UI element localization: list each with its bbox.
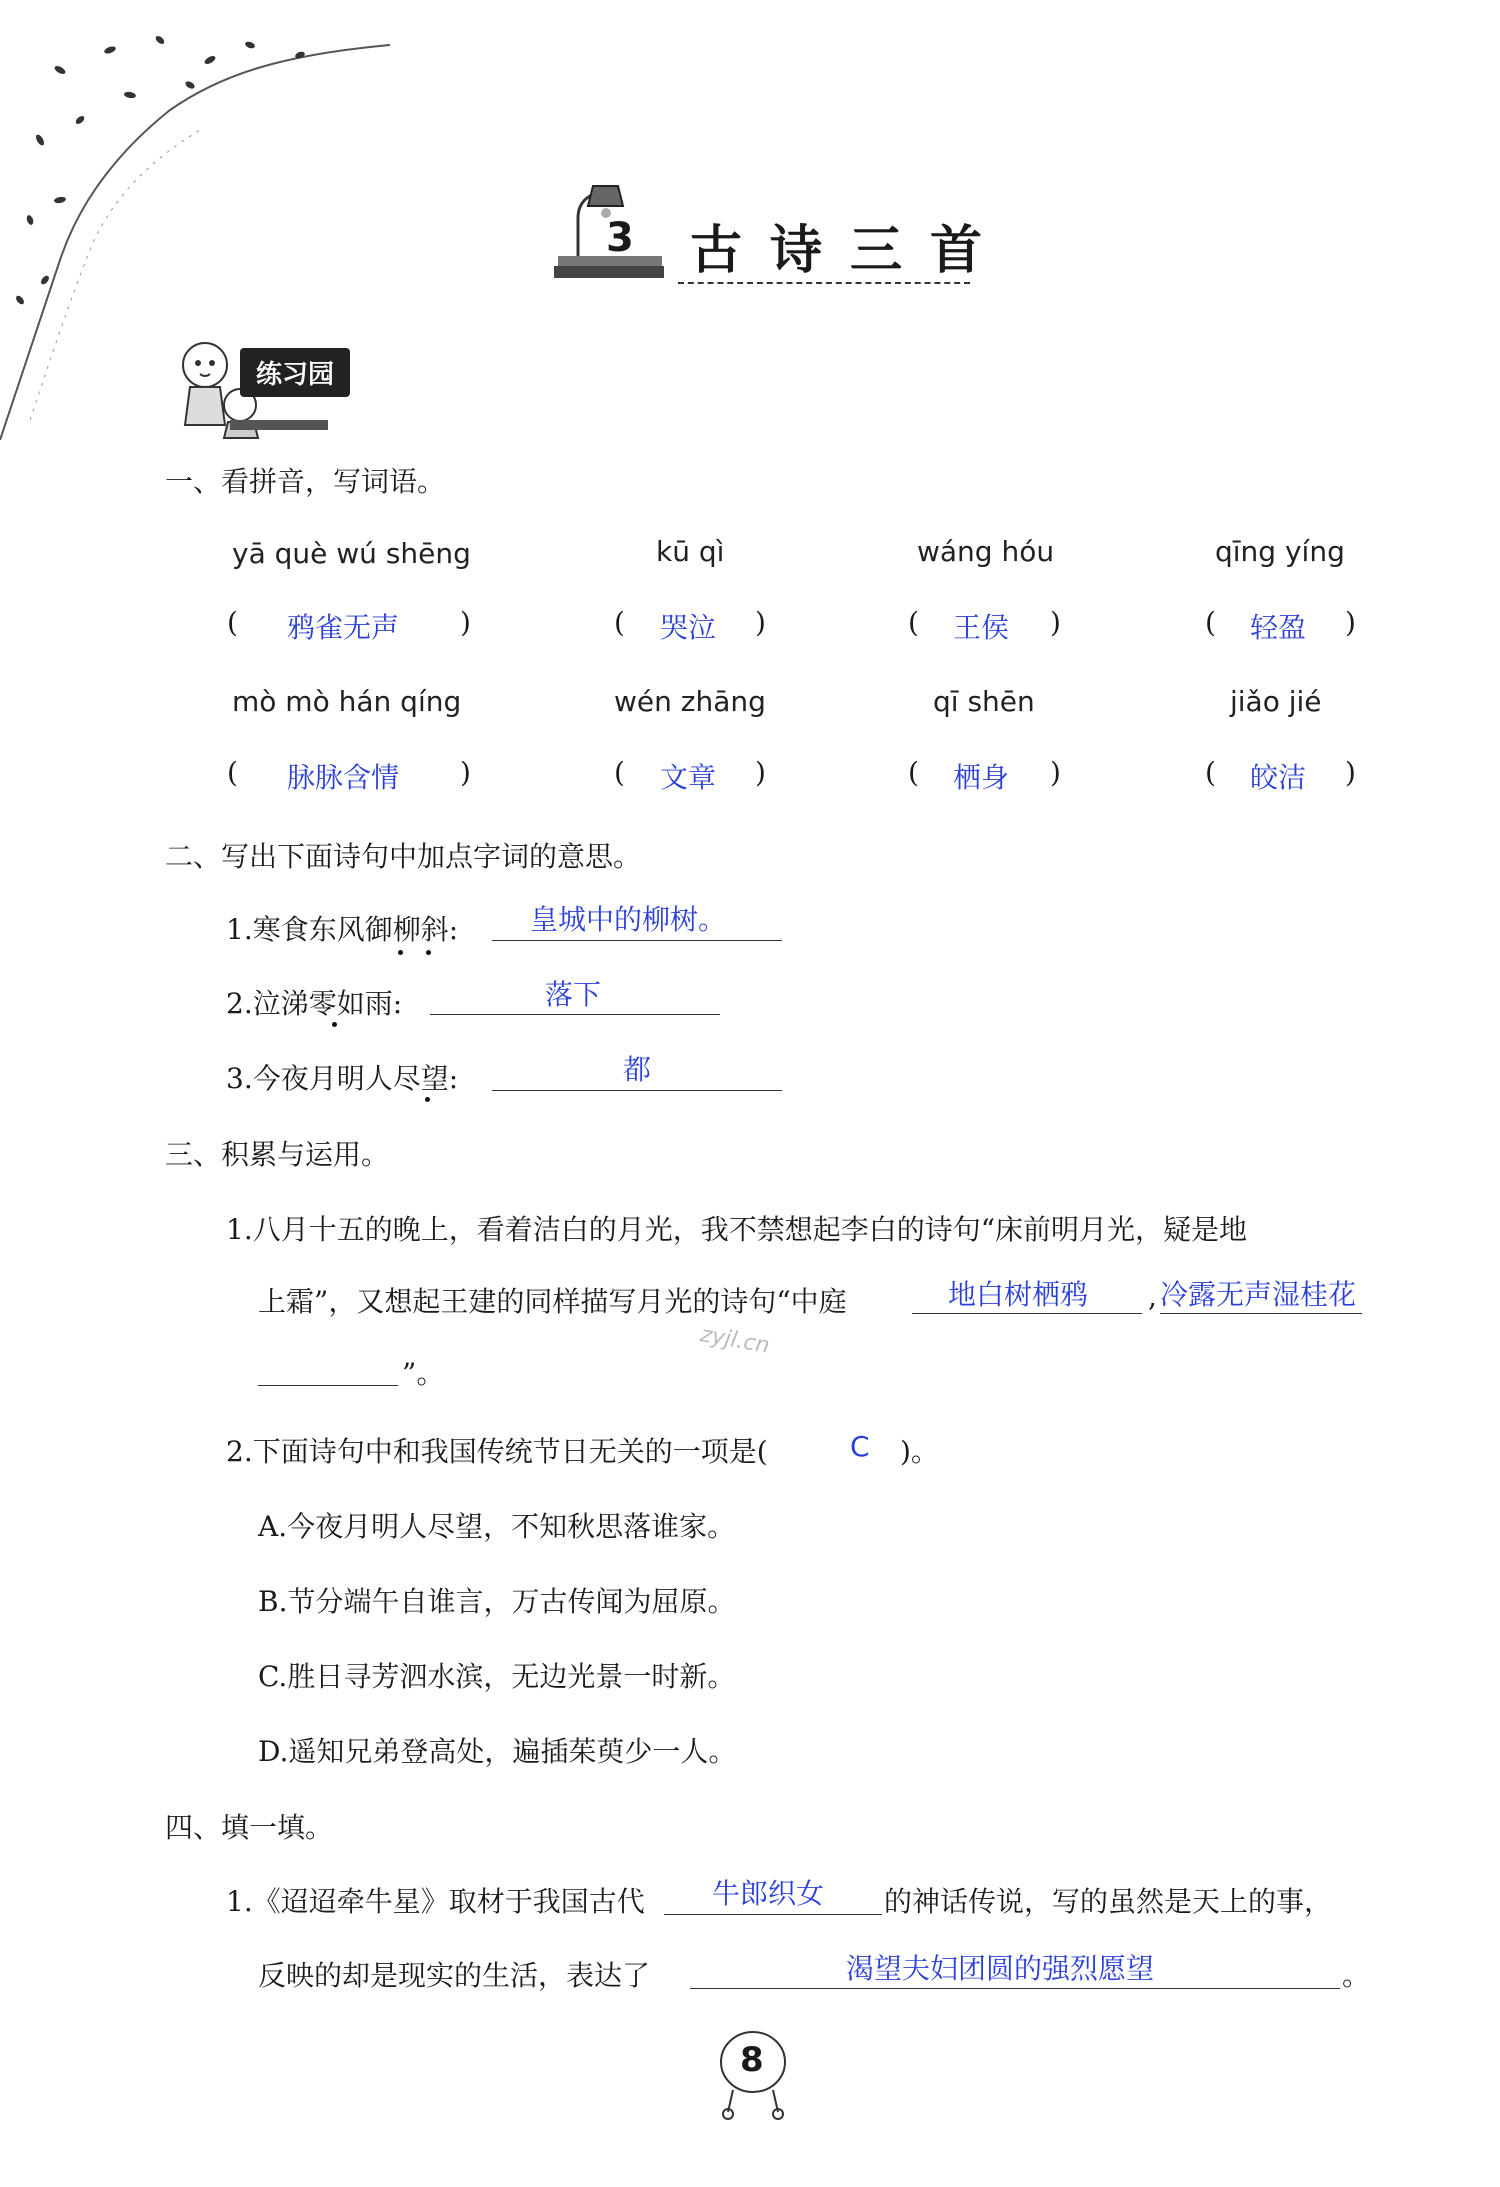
page-number: 8 (740, 2040, 764, 2080)
badge-shelf (230, 420, 328, 430)
emphasis-dot (398, 950, 403, 955)
s2-question-1: 1.寒食东风御柳斜: (226, 913, 459, 946)
pinyin-1-2: kū qì (656, 535, 725, 568)
s3-q1-comma: , (1148, 1280, 1157, 1313)
s2-blank-3 (492, 1090, 782, 1091)
s4-blank-1 (664, 1914, 882, 1915)
s2-answer-1: 皇城中的柳树。 (530, 903, 727, 936)
s4-line2-pre: 反映的却是现实的生活，表达了 (258, 1959, 651, 1992)
s2-answer-3: 都 (623, 1053, 652, 1086)
emphasis-dot (425, 1097, 430, 1102)
emphasis-dot (426, 950, 431, 955)
pinyin-2-4: jiǎo jié (1230, 685, 1322, 718)
section-3-heading: 三、积累与运用。 (165, 1138, 390, 1171)
paren-close: ) (1050, 606, 1061, 639)
section-badge: 练习园 (240, 348, 350, 397)
paren-open: ( (1205, 756, 1216, 789)
pinyin-2-3: qī shēn (933, 685, 1035, 718)
answer-2-2: 文章 (660, 761, 717, 794)
section-1-heading: 一、看拼音，写词语。 (165, 465, 446, 498)
s3-option-d: D.遥知兄弟登高处，遍插茱萸少一人。 (258, 1735, 737, 1768)
paren-close: ) (755, 756, 766, 789)
paren-close: ) (460, 756, 471, 789)
section-2-heading: 二、写出下面诗句中加点字词的意思。 (165, 840, 642, 873)
paren-open: ( (227, 756, 238, 789)
lesson-title: 古诗三首 (690, 220, 1011, 281)
s3-option-b: B.节分端午自谁言，万古传闻为屈原。 (258, 1585, 736, 1618)
s3-q1-line1: 1.八月十五的晚上，看着洁白的月光，我不禁想起李白的诗句“床前明月光，疑是地 (226, 1213, 1248, 1246)
s3-q1-end: ”。 (402, 1357, 445, 1390)
paren-open: ( (908, 606, 919, 639)
s4-line1-pre: 1.《迢迢牵牛星》取材于我国古代 (226, 1885, 645, 1918)
paren-open: ( (227, 606, 238, 639)
s3-q1-blank-3 (258, 1385, 398, 1386)
pinyin-1-3: wáng hóu (917, 535, 1055, 568)
s4-answer-1: 牛郎织女 (712, 1877, 825, 1910)
paren-close: ) (755, 606, 766, 639)
answer-1-4: 轻盈 (1250, 611, 1307, 644)
s3-q1-line2: 上霜”，又想起王建的同样描写月光的诗句“中庭 (258, 1285, 847, 1318)
paren-open: ( (1205, 606, 1216, 639)
s3-q1-answer-1: 地白树栖鸦 (948, 1278, 1089, 1311)
s3-q2-answer: C (850, 1430, 870, 1463)
s2-question-2: 2.泣涕零如雨: (226, 987, 403, 1020)
s2-question-3: 3.今夜月明人尽望: (226, 1062, 459, 1095)
answer-2-3: 栖身 (953, 761, 1010, 794)
pinyin-1-1: yā què wú shēng (232, 537, 471, 570)
answer-2-1: 脉脉含情 (287, 761, 400, 794)
emphasis-dot (332, 1022, 337, 1027)
paren-close: ) (1345, 606, 1356, 639)
answer-1-3: 王侯 (953, 611, 1010, 644)
s3-q2-end: )。 (900, 1435, 939, 1468)
s3-q1-blank-2 (1160, 1313, 1362, 1314)
s2-answer-2: 落下 (545, 978, 602, 1011)
paren-open: ( (614, 606, 625, 639)
s2-blank-2 (430, 1014, 720, 1015)
answer-1-2: 哭泣 (660, 611, 717, 644)
s3-q1-answer-2: 冷露无声湿桂花 (1160, 1278, 1357, 1311)
paren-close: ) (1345, 756, 1356, 789)
s3-option-a: A.今夜月明人尽望，不知秋思落谁家。 (258, 1510, 736, 1543)
pinyin-2-1: mò mò hán qíng (232, 685, 462, 718)
paren-open: ( (908, 756, 919, 789)
answer-2-4: 皎洁 (1250, 761, 1307, 794)
s3-option-c: C.胜日寻芳泗水滨，无边光景一时新。 (258, 1660, 736, 1693)
paren-close: ) (460, 606, 471, 639)
s3-q1-blank-1 (912, 1313, 1142, 1314)
section-4-heading: 四、填一填。 (165, 1811, 334, 1844)
s2-blank-1 (492, 940, 782, 941)
s4-line1-post: 的神话传说，写的虽然是天上的事， (884, 1885, 1333, 1918)
paren-open: ( (614, 756, 625, 789)
s4-answer-2: 渴望夫妇团圆的强烈愿望 (846, 1952, 1155, 1985)
s4-line2-end: 。 (1342, 1959, 1371, 1992)
watermark: zyjl.cn (698, 1322, 772, 1359)
paren-close: ) (1050, 756, 1061, 789)
s3-q2: 2.下面诗句中和我国传统节日无关的一项是( (226, 1435, 768, 1468)
answer-1-1: 鸦雀无声 (287, 611, 400, 644)
pinyin-1-4: qīng yíng (1215, 535, 1345, 568)
lesson-number: 3 (606, 215, 634, 261)
title-underline (678, 282, 970, 284)
s4-blank-2 (690, 1988, 1340, 1989)
pinyin-2-2: wén zhāng (614, 685, 766, 718)
